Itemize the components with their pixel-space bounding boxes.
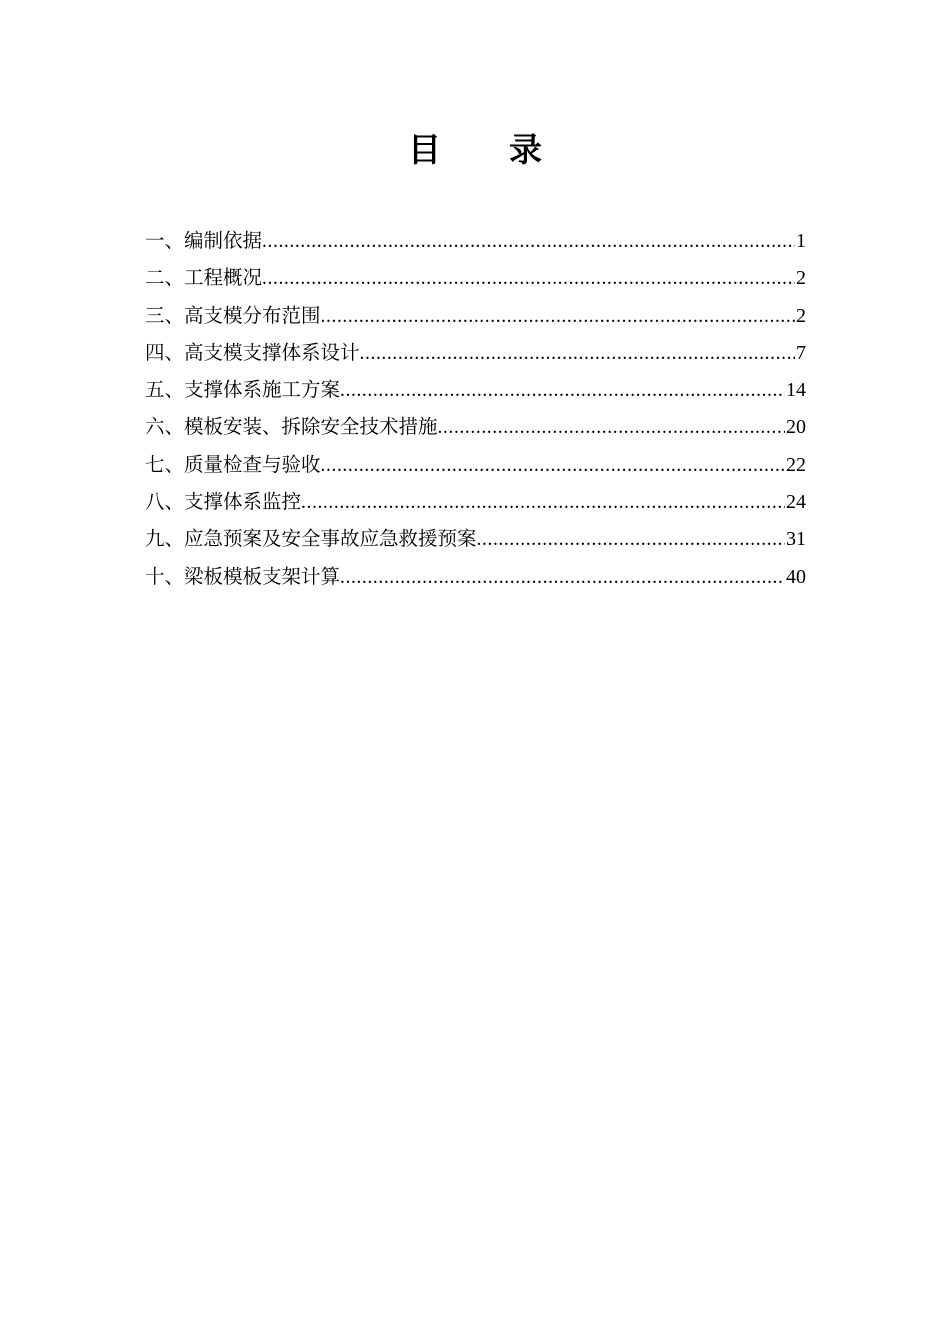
toc-entry-label: 一、编制依据 bbox=[145, 229, 263, 252]
toc-entry[interactable] bbox=[145, 558, 806, 595]
toc-entry[interactable] bbox=[145, 222, 806, 259]
toc-title-char-1: 目 bbox=[408, 130, 441, 169]
toc-entry-label: 八、支撑体系监控 bbox=[145, 490, 302, 514]
toc-dot-leader bbox=[340, 372, 785, 409]
toc-entry[interactable] bbox=[145, 483, 806, 520]
toc-entry[interactable] bbox=[145, 520, 806, 557]
toc-entry-label: 五、支撑体系施工方案 bbox=[145, 378, 341, 402]
toc-entry-page-number: 2 bbox=[796, 267, 806, 290]
toc-entry-page-number: 40 bbox=[786, 565, 806, 588]
toc-entry[interactable] bbox=[145, 371, 806, 408]
toc-entry-page-number: 2 bbox=[796, 304, 806, 327]
toc-entry-label: 三、高支模分布范围 bbox=[145, 303, 321, 327]
toc-entry-page-number: 14 bbox=[786, 379, 806, 402]
toc-entry-page-number: 31 bbox=[786, 528, 806, 551]
toc-dot-leader bbox=[340, 559, 785, 596]
toc-dot-leader bbox=[360, 335, 795, 372]
toc-dot-leader bbox=[262, 223, 795, 260]
toc-dot-leader bbox=[321, 298, 795, 335]
toc-entry-label: 四、高支模支撑体系设计 bbox=[145, 340, 360, 364]
toc-entry-page-number: 7 bbox=[796, 341, 806, 364]
toc-entry[interactable] bbox=[145, 334, 806, 371]
toc-entry-page-number: 20 bbox=[786, 416, 806, 439]
toc-entry-label: 七、质量检查与验收 bbox=[145, 452, 321, 476]
toc-entry-label: 二、工程概况 bbox=[145, 266, 263, 290]
toc-title bbox=[0, 128, 950, 172]
toc-entry[interactable] bbox=[145, 408, 806, 445]
toc-title-char-2: 录 bbox=[509, 130, 542, 169]
toc-entry-page-number: 22 bbox=[786, 453, 806, 476]
toc-entry-label: 六、模板安装、拆除安全技术措施 bbox=[145, 415, 438, 439]
toc-entry[interactable] bbox=[145, 446, 806, 483]
toc-dot-leader bbox=[438, 409, 785, 446]
toc-dot-leader bbox=[262, 260, 795, 297]
toc-entry-label: 九、应急预案及安全事故应急救援预案 bbox=[145, 527, 477, 551]
toc-entry-page-number: 24 bbox=[786, 491, 806, 514]
toc-dot-leader bbox=[301, 484, 785, 521]
toc-dot-leader bbox=[321, 447, 785, 484]
toc-entry[interactable] bbox=[145, 259, 806, 296]
toc-list bbox=[145, 222, 806, 595]
toc-dot-leader bbox=[477, 521, 785, 558]
toc-entry-label: 十、梁板模板支架计算 bbox=[145, 564, 341, 588]
toc-entry-page-number: 1 bbox=[796, 230, 806, 252]
toc-entry[interactable] bbox=[145, 297, 806, 334]
